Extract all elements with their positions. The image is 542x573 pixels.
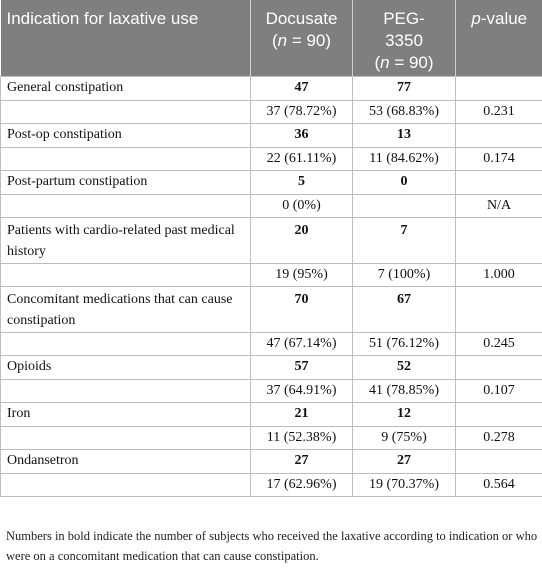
docusate-count-cell: 36 bbox=[251, 123, 353, 147]
empty-cell bbox=[1, 379, 251, 402]
docusate-percent-cell: 37 (78.72%) bbox=[251, 100, 353, 123]
docusate-count-cell: 20 bbox=[251, 217, 353, 263]
table-row-values bbox=[1, 147, 542, 170]
header-p-value: p-value bbox=[456, 0, 542, 76]
empty-cell bbox=[456, 449, 542, 473]
indication-cell: Post-partum constipation bbox=[1, 170, 251, 194]
empty-cell bbox=[1, 194, 251, 217]
peg-count-cell: 7 bbox=[353, 217, 456, 263]
table-row-indication bbox=[1, 402, 542, 426]
table-row-values bbox=[1, 263, 542, 286]
table-row-indication bbox=[1, 217, 542, 263]
empty-cell bbox=[456, 286, 542, 332]
table-row-values bbox=[1, 426, 542, 449]
table-header-row bbox=[1, 0, 542, 76]
peg-percent-cell: 53 (68.83%) bbox=[353, 100, 456, 123]
peg-percent-cell bbox=[353, 194, 456, 217]
peg-count-cell: 67 bbox=[353, 286, 456, 332]
empty-cell bbox=[456, 170, 542, 194]
empty-cell bbox=[456, 76, 542, 100]
indication-cell: Post-op constipation bbox=[1, 123, 251, 147]
table-row-indication bbox=[1, 170, 542, 194]
empty-cell bbox=[456, 355, 542, 379]
docusate-percent-cell: 22 (61.11%) bbox=[251, 147, 353, 170]
indication-cell: Patients with cardio-related past medical history bbox=[1, 217, 251, 263]
table-row-values bbox=[1, 332, 542, 355]
table-row-values bbox=[1, 473, 542, 496]
header-peg3350: PEG- 3350 (n = 90) bbox=[353, 0, 456, 76]
header-indication: Indication for laxative use bbox=[1, 0, 251, 76]
peg-count-cell: 27 bbox=[353, 449, 456, 473]
table-row-values bbox=[1, 100, 542, 123]
p-value-cell: 0.278 bbox=[456, 426, 542, 449]
docusate-percent-cell: 11 (52.38%) bbox=[251, 426, 353, 449]
docusate-count-cell: 57 bbox=[251, 355, 353, 379]
peg-percent-cell: 11 (84.62%) bbox=[353, 147, 456, 170]
peg-percent-cell: 7 (100%) bbox=[353, 263, 456, 286]
peg-percent-cell: 41 (78.85%) bbox=[353, 379, 456, 402]
docusate-count-cell: 27 bbox=[251, 449, 353, 473]
docusate-percent-cell: 37 (64.91%) bbox=[251, 379, 353, 402]
peg-count-cell: 13 bbox=[353, 123, 456, 147]
peg-count-cell: 52 bbox=[353, 355, 456, 379]
table-footnote: Numbers in bold indicate the number of subjects who received the laxative according to indication or who were on a concomitant medication that can cause constipation. bbox=[6, 529, 538, 563]
empty-cell bbox=[1, 426, 251, 449]
indication-cell: Ondansetron bbox=[1, 449, 251, 473]
indication-cell: Iron bbox=[1, 402, 251, 426]
peg-count-cell: 77 bbox=[353, 76, 456, 100]
docusate-percent-cell: 0 (0%) bbox=[251, 194, 353, 217]
header-docusate-name: Docusate bbox=[265, 9, 338, 28]
p-value-cell: 0.564 bbox=[456, 473, 542, 496]
empty-cell bbox=[456, 402, 542, 426]
docusate-percent-cell: 19 (95%) bbox=[251, 263, 353, 286]
docusate-count-cell: 70 bbox=[251, 286, 353, 332]
p-value-cell: 0.107 bbox=[456, 379, 542, 402]
peg-percent-cell: 51 (76.12%) bbox=[353, 332, 456, 355]
empty-cell bbox=[1, 147, 251, 170]
peg-percent-cell: 19 (70.37%) bbox=[353, 473, 456, 496]
p-value-cell: 1.000 bbox=[456, 263, 542, 286]
p-value-cell: N/A bbox=[456, 194, 542, 217]
peg-count-cell: 0 bbox=[353, 170, 456, 194]
docusate-count-cell: 5 bbox=[251, 170, 353, 194]
header-docusate: Docusate (n = 90) bbox=[251, 0, 353, 76]
table-row-indication bbox=[1, 449, 542, 473]
peg-percent-cell: 9 (75%) bbox=[353, 426, 456, 449]
table-row-indication bbox=[1, 286, 542, 332]
empty-cell bbox=[456, 217, 542, 263]
empty-cell bbox=[1, 100, 251, 123]
empty-cell bbox=[456, 123, 542, 147]
p-value-cell: 0.245 bbox=[456, 332, 542, 355]
table-row-indication bbox=[1, 123, 542, 147]
empty-cell bbox=[1, 332, 251, 355]
table-row-values bbox=[1, 194, 542, 217]
table-row-indication bbox=[1, 355, 542, 379]
empty-cell bbox=[1, 263, 251, 286]
docusate-count-cell: 21 bbox=[251, 402, 353, 426]
docusate-percent-cell: 47 (67.14%) bbox=[251, 332, 353, 355]
indication-cell: General constipation bbox=[1, 76, 251, 100]
empty-cell bbox=[1, 473, 251, 496]
docusate-count-cell: 47 bbox=[251, 76, 353, 100]
peg-count-cell: 12 bbox=[353, 402, 456, 426]
docusate-percent-cell: 17 (62.96%) bbox=[251, 473, 353, 496]
table-row-indication bbox=[1, 76, 542, 100]
indication-cell: Opioids bbox=[1, 355, 251, 379]
indication-cell: Concomitant medications that can cause constipation bbox=[1, 286, 251, 332]
p-value-cell: 0.174 bbox=[456, 147, 542, 170]
table-row-values bbox=[1, 379, 542, 402]
p-value-cell: 0.231 bbox=[456, 100, 542, 123]
